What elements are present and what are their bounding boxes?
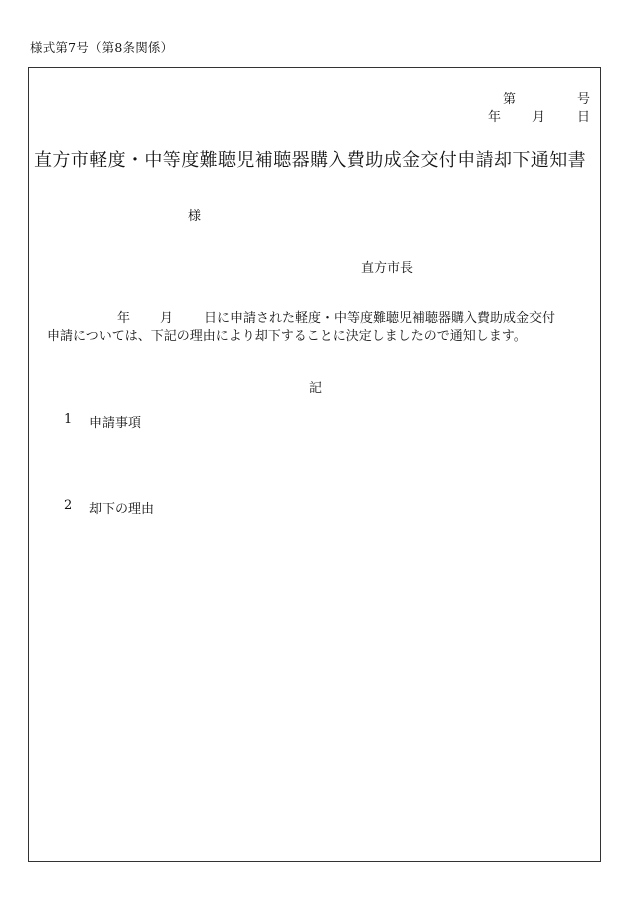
document-title: 直方市軽度・中等度難聴児補聴器購入費助成金交付申請却下通知書 <box>34 150 586 171</box>
ki-heading: 記 <box>309 381 323 396</box>
number-suffix: 号 <box>577 92 591 107</box>
date-month: 月 <box>532 110 546 125</box>
body-month: 月 <box>160 311 174 326</box>
item-1-label: 申請事項 <box>89 416 142 431</box>
form-label: 様式第7号（第8条関係） <box>30 40 174 55</box>
date-day: 日 <box>577 110 591 125</box>
body-line-2: 申請については、下記の理由により却下することに決定しましたので通知します。 <box>47 329 527 344</box>
number-prefix: 第 <box>503 92 517 107</box>
item-2-number: 2 <box>64 498 73 513</box>
body-day-text: 日に申請された軽度・中等度難聴児補聴器購入費助成金交付 <box>204 311 556 326</box>
addressee-honorific: 様 <box>188 209 202 224</box>
item-2-label: 却下の理由 <box>89 502 155 517</box>
body-year: 年 <box>117 311 131 326</box>
document-frame <box>28 67 601 862</box>
issuer: 直方市長 <box>361 261 414 276</box>
date-year: 年 <box>488 110 502 125</box>
item-1-number: 1 <box>64 412 73 427</box>
